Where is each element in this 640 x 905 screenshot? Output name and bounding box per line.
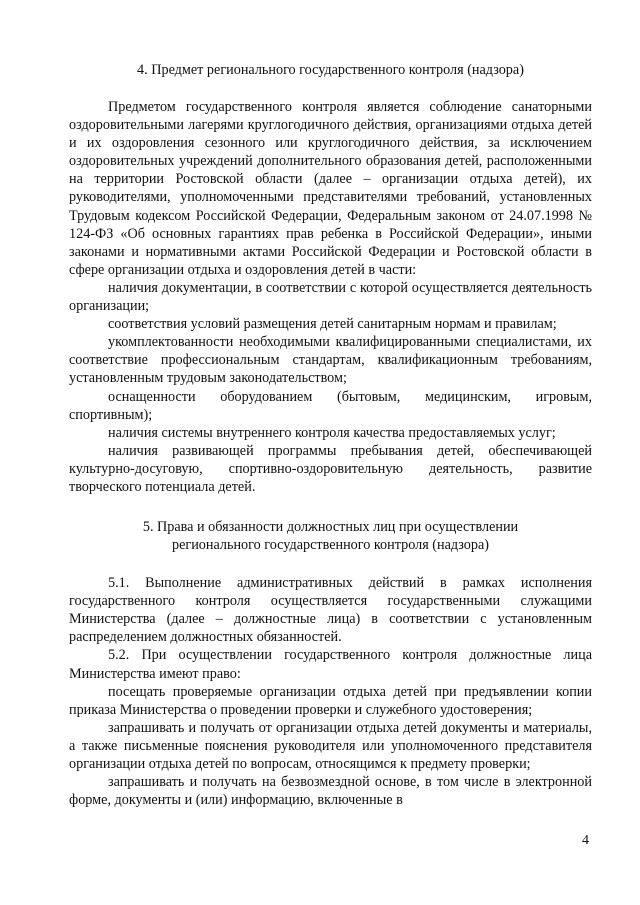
section-5-heading-line-2: регионального государственного контроля (надзора): [172, 537, 489, 554]
section-5-heading-line-1: 5. Права и обязанности должностных лиц при осуществлении: [142, 519, 519, 536]
section-4-heading: 4. Предмет регионального государственного контроля (надзора): [137, 62, 524, 78]
paragraph: 5.1. Выполнение административных действий в рамках исполнения государственного контроля осуществляется государственными служащими Министерства (далее – должностные лица) в соответствии с установленным распределением должностных обязанностей.: [69, 575, 592, 646]
paragraph: посещать проверяемые организации отдыха детей при предъявлении копии приказа Министерства о проведении проверки и служебного удостоверения;: [69, 683, 592, 718]
paragraph: оснащенности оборудованием (бытовым, медицинским, игровым, спортивным);: [69, 388, 592, 423]
paragraph: соответствия условий размещения детей санитарным нормам и правилам;: [108, 316, 557, 333]
paragraph: укомплектованности необходимыми квалифицированными специалистами, их соответствие профессиональным стандартам, квалификационным требованиям, установленным трудовым законодательством;: [69, 334, 592, 387]
paragraph: наличия документации, в соответствии с которой осуществляется деятельность организации;: [69, 279, 592, 315]
paragraph: наличия развивающей программы пребывания детей, обеспечивающей культурно-досуговую, спортивно-оздоровительную деятельность, развитие творческого потенциала детей.: [69, 442, 592, 495]
paragraph: запрашивать и получать на безвозмездной основе, в том числе в электронной форме, документы и (или) информацию, включенные в: [69, 774, 592, 809]
paragraph: Предметом государственного контроля является соблюдение санаторными оздоровительными лагерями круглогодичного действия, организациями отдыха детей и их оздоровления сезонного или круглогодичного действия, за исключением оздоровительных учреждений дополнительного образования детей, расположенными на территории Ростовской области (далее – организации отдыха детей), их руководителями, уполномоченными представителями требований, установленных Трудовым кодексом Российской Федерации, Федеральным законом от 24.07.1998 № 124-ФЗ «Об основных гарантиях прав ребенка в Российской Федерации», иными законами и нормативными актами Российской Федерации и Ростовской области в сфере организации отдыха и оздоровления детей в части:: [69, 99, 592, 278]
document-body: [69, 61, 592, 809]
paragraph: 5.2. При осуществлении государственного контроля должностные лица Министерства имеют право:: [69, 647, 592, 682]
paragraph: наличия системы внутреннего контроля качества предоставляемых услуг;: [108, 424, 556, 441]
paragraph: запрашивать и получать от организации отдыха детей документы и материалы, а также письменные пояснения руководителя или уполномоченного представителя организации отдыха детей по вопросам, относящимся к предмету проверки;: [69, 719, 592, 772]
section-5-heading: [69, 518, 592, 554]
page-number: 4: [582, 833, 589, 848]
